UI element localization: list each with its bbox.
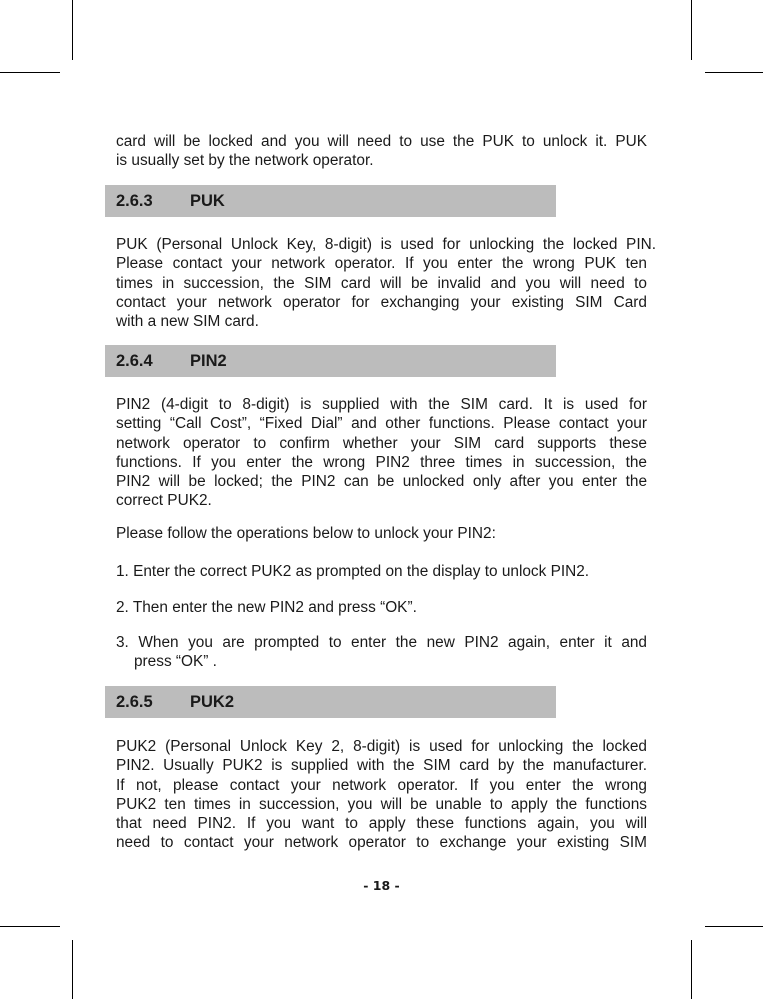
section-title: PUK2: [190, 692, 235, 711]
pin2-step-1: 1. Enter the correct PUK2 as prompted on the display to unlock PIN2.: [116, 563, 590, 580]
section-heading-puk: [105, 185, 556, 217]
text-line: times in succession, the SIM card will be invalid and you will need to: [116, 274, 647, 292]
text-line: with a new SIM card.: [116, 313, 259, 331]
text-line: need to contact your network operator to exchange your existing SIM: [116, 834, 647, 852]
text-line: PIN2 will be locked; the PIN2 can be unlocked only after you enter the: [116, 473, 647, 491]
text-line: If not, please contact your network operator. If you enter the wrong: [116, 776, 647, 794]
pin2-step-3: [116, 633, 647, 672]
puk-paragraph: [116, 235, 656, 331]
section-title: PUK: [190, 191, 225, 210]
text-line: PIN2 (4-digit to 8-digit) is supplied with the SIM card. It is used for: [116, 396, 647, 413]
text-line: PUK (Personal Unlock Key, 8-digit) is used for unlocking the locked PIN.: [116, 236, 656, 253]
text-line: PIN2. Usually PUK2 is supplied with the SIM card by the manufacturer.: [116, 757, 647, 775]
text-line: 3. When you are prompted to enter the new PIN2 again, enter it and: [116, 634, 647, 651]
pin2-instruction: Please follow the operations below to unlock your PIN2:: [116, 525, 496, 542]
section-heading-pin2: [105, 345, 556, 377]
puk2-paragraph: [116, 737, 647, 853]
text-line: is usually set by the network operator.: [116, 152, 374, 170]
crop-mark: [691, 940, 692, 999]
crop-mark: [705, 926, 763, 927]
text-line: functions. If you enter the wrong PIN2 three times in succession, the: [116, 453, 647, 471]
text-line: press “OK” .: [134, 653, 217, 671]
text-line: correct PUK2.: [116, 492, 212, 510]
text-line: card will be locked and you will need to use the PUK to unlock it. PUK: [116, 133, 647, 150]
crop-mark: [705, 72, 763, 73]
pin2-step-2: 2. Then enter the new PIN2 and press “OK”.: [116, 599, 417, 616]
text-line: Please contact your network operator. If you enter the wrong PUK ten: [116, 255, 647, 273]
crop-mark: [72, 0, 73, 60]
pin2-paragraph: [116, 395, 647, 511]
section-number: 2.6.5: [116, 692, 153, 711]
text-line: that need PIN2. If you want to apply these functions again, you will: [116, 815, 647, 833]
crop-mark: [72, 940, 73, 999]
text-line: network operator to confirm whether your SIM card supports these: [116, 434, 647, 452]
section-heading-puk2: [105, 686, 556, 718]
section-number: 2.6.4: [116, 351, 153, 370]
section-number: 2.6.3: [116, 191, 153, 210]
crop-mark: [0, 926, 60, 927]
text-line: PUK2 ten times in succession, you will be unable to apply the functions: [116, 795, 647, 813]
intro-paragraph: [116, 132, 647, 171]
section-title: PIN2: [190, 351, 227, 370]
page-number: - 18 -: [363, 878, 400, 893]
crop-mark: [691, 0, 692, 60]
text-line: contact your network operator for exchanging your existing SIM Card: [116, 293, 647, 311]
crop-mark: [0, 72, 60, 73]
text-line: setting “Call Cost”, “Fixed Dial” and other functions. Please contact your: [116, 415, 647, 433]
text-line: PUK2 (Personal Unlock Key 2, 8-digit) is used for unlocking the locked: [116, 738, 647, 755]
